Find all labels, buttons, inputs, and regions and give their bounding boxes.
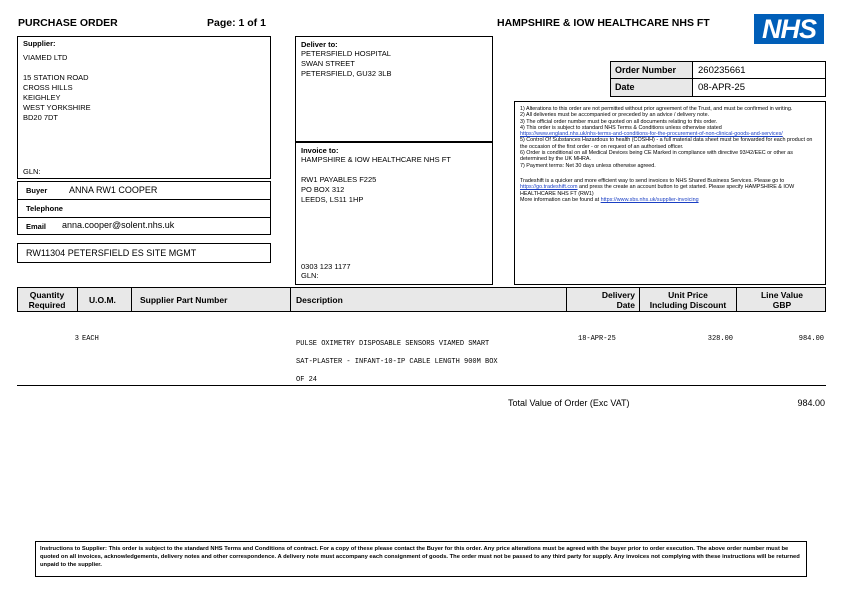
supplier-line: VIAMED LTD xyxy=(23,53,68,62)
page-number: Page: 1 of 1 xyxy=(207,17,266,29)
row-quantity: 3 xyxy=(74,335,79,343)
supplier-line: 15 STATION ROAD xyxy=(23,73,89,82)
table-row xyxy=(17,330,826,382)
col-quantity xyxy=(26,290,68,310)
col-part-number: Supplier Part Number xyxy=(140,295,228,305)
buyer-row xyxy=(18,182,270,200)
col-unit-price-line: Unit Price xyxy=(668,290,708,300)
order-number-value: 260235661 xyxy=(698,65,746,76)
terms-box xyxy=(514,101,826,285)
order-info-box xyxy=(610,61,826,97)
more-info-text: More information can be found at xyxy=(520,196,600,203)
term-item: 2) All deliveries must be accompanied or preceded by an advice / delivery note. xyxy=(520,112,710,119)
order-date-label: Date xyxy=(615,82,635,92)
col-description: Description xyxy=(296,295,343,305)
organisation-name: HAMPSHIRE & IOW HEALTHCARE NHS FT xyxy=(497,17,710,29)
row-description-line: PULSE OXIMETRY DISPOSABLE SENSORS VIAMED SMART xyxy=(296,340,490,348)
site-value: RW11304 PETERSFIELD ES SITE MGMT xyxy=(26,248,197,258)
order-date-cell xyxy=(693,79,825,96)
invoice-gln-label: GLN: xyxy=(301,271,319,280)
invoice-line: RW1 PAYABLES F225 xyxy=(301,175,377,184)
buyer-value: ANNA RW1 COOPER xyxy=(69,185,158,195)
tradeshift-text-2: and press the create an account button to get started. Please specify HAMPSHIRE & IOW HEALTHCARE NHS FT (RW1) xyxy=(520,184,795,197)
col-quantity-line: Quantity xyxy=(29,290,65,300)
col-unit-price-line: Including Discount xyxy=(649,300,727,310)
invoice-line xyxy=(301,165,451,175)
deliver-to-label: Deliver to: xyxy=(301,40,338,49)
deliver-line: PETERSFIELD HOSPITAL xyxy=(301,49,391,58)
total-value: 984.00 xyxy=(797,398,825,408)
site-box xyxy=(17,243,271,263)
term-item: 1) Alterations to this order are not permitted without prior agreement of the Trust, and must be confirmed in writing. xyxy=(520,106,793,112)
nhs-logo: NHS xyxy=(754,14,824,44)
email-row xyxy=(18,218,270,235)
document-title: PURCHASE ORDER xyxy=(18,17,118,29)
more-info-line xyxy=(520,197,820,203)
supplier-box xyxy=(17,36,271,179)
telephone-label: Telephone xyxy=(26,204,63,213)
invoice-line: HAMPSHIRE & IOW HEALTHCARE NHS FT xyxy=(301,155,451,164)
term-item: 6) Order is conditional on all Medical Devices being CE Marked in compliance with directive 93/42/EEC or other as determined by the UK MHRA. xyxy=(520,150,793,163)
tradeshift-link[interactable]: https://go.tradeshift.com xyxy=(520,184,578,191)
terms-link[interactable]: https://www.england.nhs.uk/nhs-terms-and-conditions-for-the-procurement-of-non-clinical-goods-and-services/ xyxy=(520,131,783,138)
more-info-link[interactable]: https://www.sbs.nhs.uk/supplier-invoicing xyxy=(600,196,699,203)
instructions-box xyxy=(35,541,807,577)
supplier-label: Supplier: xyxy=(23,39,56,48)
supplier-line: CROSS HILLS xyxy=(23,83,73,92)
col-delivery-line: Date xyxy=(616,300,635,310)
col-delivery-line: Delivery xyxy=(601,290,635,300)
invoice-line: LEEDS, LS11 1HP xyxy=(301,195,364,204)
invoice-phone: 0303 123 1177 xyxy=(301,262,351,271)
deliver-to-box xyxy=(295,36,493,142)
term-item: 5) Control Of Substances Hazardous to health (COSHH) - a full material data sheet must be forwarded for each product on the occasion of the first order - or on request of an authorised officer. xyxy=(520,137,813,150)
email-value: anna.cooper@solent.nhs.uk xyxy=(62,220,175,230)
col-delivery-date xyxy=(573,290,635,310)
row-uom: EACH xyxy=(82,335,99,343)
email-label: Email xyxy=(26,222,47,231)
col-unit-price xyxy=(642,290,734,310)
invoice-to-box xyxy=(295,142,493,285)
row-description xyxy=(296,335,498,389)
order-number-cell xyxy=(693,62,825,79)
col-uom: U.O.M. xyxy=(89,295,116,305)
telephone-row xyxy=(18,200,270,218)
col-line-value-line: Line Value xyxy=(760,290,804,300)
order-number-label-cell xyxy=(611,62,693,79)
term-item: 4) This order is subject to standard NHS Terms & Conditions unless otherwise stated xyxy=(520,124,722,131)
row-line-value: 984.00 xyxy=(798,335,824,343)
table-bottom-rule xyxy=(17,385,826,386)
invoice-to-label: Invoice to: xyxy=(301,146,339,155)
supplier-gln-label: GLN: xyxy=(23,167,41,176)
deliver-to-address xyxy=(301,49,391,79)
row-delivery-date: 18-APR-25 xyxy=(578,335,616,343)
supplier-line xyxy=(23,63,91,73)
col-quantity-line: Required xyxy=(28,300,66,310)
deliver-line: SWAN STREET xyxy=(301,59,355,68)
supplier-line: BD20 7DT xyxy=(23,113,59,122)
order-date-label-cell xyxy=(611,79,693,96)
table-header xyxy=(17,287,826,312)
total-label: Total Value of Order (Exc VAT) xyxy=(508,398,630,408)
row-unit-price: 328.00 xyxy=(707,335,733,343)
buyer-box xyxy=(17,181,271,235)
buyer-label: Buyer xyxy=(26,186,48,195)
supplier-address xyxy=(23,53,91,123)
term-item: 7) Payment terms: Net 30 days unless otherwise agreed. xyxy=(520,162,656,169)
order-date-value: 08-APR-25 xyxy=(698,82,745,93)
term-item: 3) The official order number must be quoted on all documents relating to this order. xyxy=(520,118,718,125)
supplier-line: WEST YORKSHIRE xyxy=(23,103,91,112)
supplier-line: KEIGHLEY xyxy=(23,93,61,102)
tradeshift-paragraph xyxy=(520,178,820,197)
deliver-line: PETERSFIELD, GU32 3LB xyxy=(301,69,392,78)
order-number-label: Order Number xyxy=(615,65,677,75)
invoice-to-address xyxy=(301,155,451,205)
invoice-line: PO BOX 312 xyxy=(301,185,345,194)
col-line-value-line: GBP xyxy=(772,300,792,310)
col-line-value xyxy=(742,290,822,310)
row-description-line: SAT-PLASTER - INFANT-10-IP CABLE LENGTH 900M BOX xyxy=(296,358,498,366)
tradeshift-text: Tradeshift is a quicker and more efficient way to send invoices to NHS Shared Business Services. Please go to xyxy=(520,177,785,184)
row-description-line: OF 24 xyxy=(296,376,318,384)
supplier-instructions: Instructions to Supplier: This order is subject to the standard NHS Terms and Conditions of contract. For a copy of these please contact the Buyer for this order. Any price alterations must be agreed with the buyer prior to order execution. The above order number must be quoted on all invoices, acknowledgements, delivery notes and other correspondence. A delivery note must accompany each consignment of goods. The order must not be passed to any third party for supply. Any invoices not complying with these instructions will be returned unpaid to the supplier. xyxy=(40,546,800,569)
